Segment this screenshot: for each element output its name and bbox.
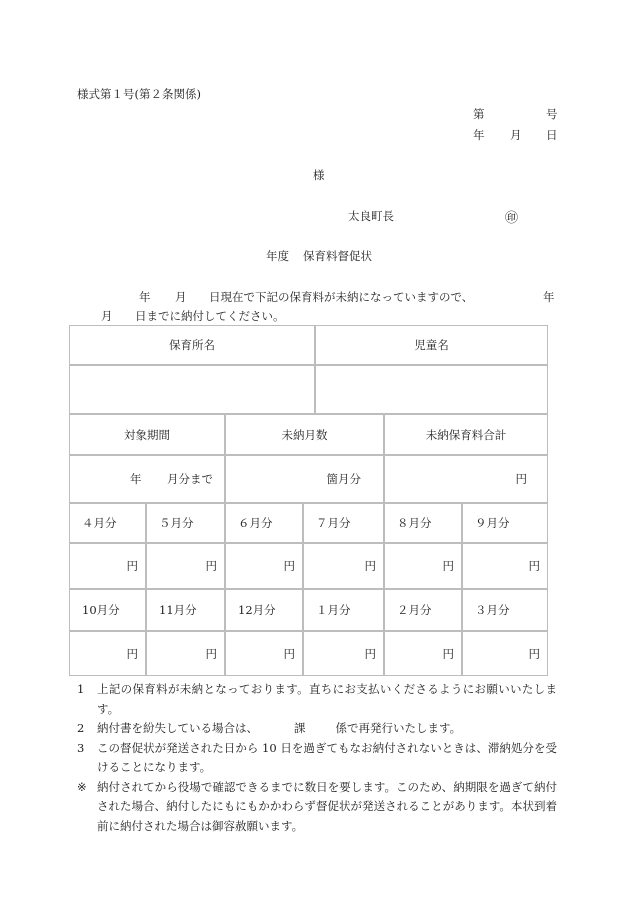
month-cell: ８月分 [384, 503, 462, 543]
title-year: 年度 [266, 249, 289, 263]
month-cell: ３月分 [462, 589, 548, 631]
yen-cell: 円 [146, 543, 225, 589]
yen-cell: 円 [225, 543, 303, 589]
page-title: 保育料督促状 [303, 249, 372, 263]
body-month: 月 [175, 290, 187, 304]
issuer-name: 太良町長 [348, 209, 394, 223]
period-suffix: 月分まで [167, 472, 213, 486]
note-mark: ※ [77, 779, 87, 794]
note-item [77, 778, 557, 837]
date-day-label: 日 [546, 128, 558, 142]
date-year-label: 年 [473, 128, 485, 142]
yen-cell: 円 [146, 631, 225, 676]
note-mark: 2 [77, 721, 85, 735]
note-text: 納付書を紛失している場合は、 [97, 721, 258, 735]
nursery-name-field [69, 365, 315, 414]
body-month-2: 月 [101, 309, 113, 323]
months-label-cell: 未納月数 [225, 414, 384, 455]
note-item [77, 680, 557, 719]
month-cell: ５月分 [146, 503, 225, 543]
note-text: この督促状が発送された日から 10 日を過ぎてもなお納付されないときは、滞納処分を受けることになります。 [97, 740, 557, 774]
note-text-group [97, 719, 557, 739]
month-cell: ９月分 [462, 503, 548, 543]
notes-list [77, 680, 557, 836]
arrears-table [69, 325, 548, 676]
yen-cell: 円 [69, 543, 146, 589]
month-cell: ４月分 [69, 503, 146, 543]
months-value-cell: 箇月分 [225, 455, 384, 503]
yen-cell: 円 [462, 543, 548, 589]
yen-cell: 円 [225, 631, 303, 676]
nursery-label-cell: 保育所名 [69, 325, 315, 365]
note-item [77, 719, 557, 739]
period-year: 年 [130, 472, 142, 486]
period-label-cell: 対象期間 [69, 414, 225, 455]
number-go: 号 [546, 107, 558, 121]
note-ka: 課 [294, 721, 306, 735]
note-text: 納付されてから役場で確認できるまでに数日を要します。このため、納期限を過ぎて納付された場合、納付したにもにもかかわらず督促状が発送されることがあります。本状到着前に納付された場合は御容赦願います。 [97, 779, 557, 833]
note-mark: 3 [77, 740, 85, 755]
note-text: 上記の保育料が未納となっております。直ちにお支払いくださるようにお願いいたします。 [97, 682, 557, 716]
total-label-cell: 未納保育料合計 [384, 414, 548, 455]
child-name-field [315, 365, 548, 414]
month-cell: ７月分 [303, 503, 384, 543]
recipient-sama: 様 [313, 168, 325, 182]
month-cell: 11月分 [146, 589, 225, 631]
yen-cell: 円 [462, 631, 548, 676]
yen-cell: 円 [384, 631, 462, 676]
seal-mark: ㊞ [505, 211, 519, 226]
body-text-1: 日現在で下記の保育料が未納になっていますので、 [209, 290, 474, 304]
child-label-cell: 児童名 [315, 325, 548, 365]
note-text: 係で再発行いたします。 [335, 721, 462, 735]
note-mark: 1 [77, 682, 85, 696]
month-cell: ２月分 [384, 589, 462, 631]
body-text-2: 日までに納付してください。 [135, 309, 285, 323]
month-cell: 10月分 [69, 589, 146, 631]
yen-cell: 円 [384, 543, 462, 589]
body-year: 年 [139, 290, 151, 304]
total-value-cell: 円 [384, 455, 548, 503]
month-cell: 12月分 [225, 589, 303, 631]
yen-cell: 円 [303, 631, 384, 676]
yen-cell: 円 [69, 631, 146, 676]
body-year-2: 年 [543, 290, 555, 304]
form-number: 様式第１号(第２条関係) [77, 87, 201, 101]
month-cell: １月分 [303, 589, 384, 631]
yen-cell: 円 [303, 543, 384, 589]
month-cell: ６月分 [225, 503, 303, 543]
date-month-label: 月 [510, 128, 522, 142]
period-value-cell [69, 455, 225, 503]
number-dai: 第 [473, 107, 485, 121]
note-item [77, 739, 557, 778]
